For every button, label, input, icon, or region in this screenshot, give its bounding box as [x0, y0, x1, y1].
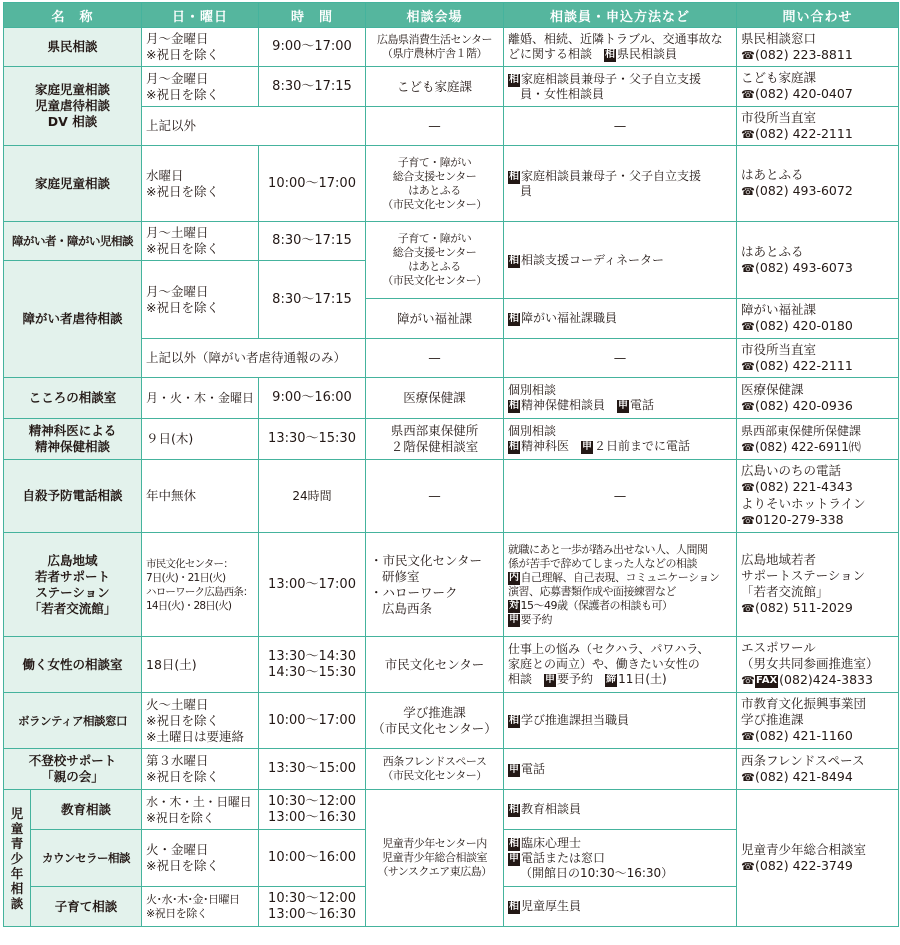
row-staff: — [504, 460, 737, 533]
header-venue: 相談会場 [366, 3, 504, 28]
row-days: 水・木・土・日曜日 ※祝日を除く [142, 790, 259, 830]
badge-so: 相 [605, 49, 616, 60]
phone-icon: ☎ [741, 320, 755, 333]
badge-shin: 申 [582, 441, 593, 452]
row-contact: こども家庭課 ☎(082) 420-0407 [737, 67, 899, 107]
row-contact: 県民相談窓口 ☎(082) 223-8811 [737, 28, 899, 67]
header-days: 日・曜日 [142, 3, 259, 28]
row-days: 上記以外（障がい者虐待通報のみ） [142, 339, 366, 378]
phone-icon: ☎ [741, 674, 755, 687]
row-time: 10:30～12:00 13:00～16:30 [259, 887, 366, 927]
table-row [4, 419, 899, 460]
row-staff: — [504, 107, 737, 146]
row-contact: 西条フレンドスペース ☎(082) 421-8494 [737, 749, 899, 790]
row-staff: 就職にあと一歩が踏み出せない人、人間関 係が苦手で辞めてしまった人などの相談 内 自己理解、自己表現、コミュニケーション 演習、応募書類作成や面接練習など 対 15～49歳（保護者の相談も可） 申 要予約 [504, 533, 737, 637]
row-staff: 相 相談支援コーディネーター [504, 222, 737, 299]
row-staff: 相 障がい福祉課職員 [504, 299, 737, 339]
row-venue: 子育て・障がい 総合支援センター はあとふる （市民文化センター） [366, 222, 504, 299]
row-venue: — [366, 460, 504, 533]
badge-shin: 申 [509, 613, 519, 625]
row-venue: 障がい福祉課 [366, 299, 504, 339]
row-time: 13:30～15:30 [259, 419, 366, 460]
row-days: 月～金曜日 ※祝日を除く [142, 28, 259, 67]
row-time: 8:30～17:15 [259, 67, 366, 107]
row-contact: 広島地域若者 サポートステーション 「若者交流館」 ☎(082) 511-2029 [737, 533, 899, 637]
row-name: 広島地域 若者サポート ステーション 「若者交流館」 [4, 533, 142, 637]
row-venue: — [366, 339, 504, 378]
row-name: 不登校サポート 「親の会」 [4, 749, 142, 790]
row-venue: 子育て・障がい 総合支援センター はあとふる （市民文化センター） [366, 146, 504, 222]
row-days: 18日(土) [142, 637, 259, 693]
row-contact: はあとふる ☎(082) 493-6072 [737, 146, 899, 222]
row-name: 家庭児童相談 児童虐待相談 DV 相談 [4, 67, 142, 146]
row-days: 月～土曜日 ※祝日を除く [142, 222, 259, 261]
row-contact: 広島いのちの電話 ☎(082) 221-4343 よりそいホットライン ☎0120-279-338 [737, 460, 899, 533]
row-staff: 相 家庭相談員兼母子・父子自立支援 員 [504, 146, 737, 222]
row-staff: 相 臨床心理士 申 電話または窓口 （開館日の10:30～16:30） [504, 830, 737, 887]
row-time: 8:30～17:15 [259, 222, 366, 261]
phone-icon: ☎ [741, 48, 755, 62]
header-name: 名 称 [4, 3, 142, 28]
badge-so: 相 [509, 441, 520, 452]
header-staff: 相談員・申込方法など [504, 3, 737, 28]
row-venue: こども家庭課 [366, 67, 504, 107]
row-name: 働く女性の相談室 [4, 637, 142, 693]
badge-shime: 締 [606, 674, 617, 685]
row-staff: 相 教育相談員 [504, 790, 737, 830]
phone-icon: ☎ [741, 602, 755, 615]
row-venue: — [366, 107, 504, 146]
phone-icon: ☎ [741, 481, 755, 494]
row-name: 自殺予防電話相談 [4, 460, 142, 533]
badge-so: 相 [509, 400, 520, 411]
row-days: 月～金曜日 ※祝日を除く [142, 261, 259, 339]
row-time: 8:30～17:15 [259, 261, 366, 339]
row-venue: 医療保健課 [366, 378, 504, 419]
phone-icon: ☎ [741, 514, 755, 527]
phone-icon: ☎ [741, 261, 755, 275]
row-days: 第３水曜日 ※祝日を除く [142, 749, 259, 790]
row-name: 障がい者・障がい児相談 [4, 222, 142, 261]
row-contact: 県西部東保健所保健課 ☎(082) 422-6911㈹ [737, 419, 899, 460]
table-row [4, 378, 899, 419]
row-time: 9:00～16:00 [259, 378, 366, 419]
row-name: 教育相談 [31, 790, 142, 830]
row-venue: 西条フレンドスペース （市民文化センター） [366, 749, 504, 790]
row-contact: はあとふる ☎(082) 493-6073 [737, 222, 899, 299]
badge-shin: 申 [509, 763, 520, 775]
row-name: 家庭児童相談 [4, 146, 142, 222]
table-row [4, 790, 899, 830]
row-contact: 児童青少年総合相談室 ☎(082) 422-3749 [737, 790, 899, 927]
row-days: 上記以外 [142, 107, 366, 146]
badge-so: 相 [509, 804, 520, 815]
row-time: 10:00～16:00 [259, 830, 366, 887]
row-days: 火～土曜日 ※祝日を除く ※土曜日は要連絡 [142, 693, 259, 749]
row-days: ９日(木) [142, 419, 259, 460]
badge-so: 相 [509, 254, 520, 266]
row-name: 精神科医による 精神保健相談 [4, 419, 142, 460]
phone-icon: ☎ [741, 127, 755, 141]
row-time: 10:00～17:00 [259, 146, 366, 222]
row-time: 24時間 [259, 460, 366, 533]
group-label-youth: 児 童 青 少 年 相 談 [4, 790, 31, 927]
row-staff: 相 学び推進課担当職員 [504, 693, 737, 749]
phone-icon: ☎ [741, 359, 755, 373]
table-row [4, 28, 899, 67]
row-staff: — [504, 339, 737, 378]
table-row [4, 146, 899, 222]
row-name: 子育て相談 [31, 887, 142, 927]
row-time: 13:00～17:00 [259, 533, 366, 637]
row-name: 県民相談 [4, 28, 142, 67]
badge-shin: 申 [509, 852, 520, 864]
row-days: 水曜日 ※祝日を除く [142, 146, 259, 222]
row-days: 市民文化センター： 7日(火)・21日(火) ハローワーク広島西条： 14日(火)・28日(火) [142, 533, 259, 637]
consultation-table [3, 2, 899, 927]
row-contact: 障がい福祉課 ☎(082) 420-0180 [737, 299, 899, 339]
phone-icon: ☎ [741, 859, 755, 873]
row-staff: 申 電話 [504, 749, 737, 790]
row-venue: 市民文化センター [366, 637, 504, 693]
row-name: 障がい者虐待相談 [4, 261, 142, 378]
row-days: 火･水･木･金･日曜日 ※祝日を除く [142, 887, 259, 927]
badge-so: 相 [509, 837, 520, 849]
phone-icon: ☎ [741, 88, 755, 101]
row-time: 10:00～17:00 [259, 693, 366, 749]
table-row [4, 222, 899, 261]
table-row [4, 693, 899, 749]
row-name: カウンセラー相談 [31, 830, 142, 887]
row-time: 9:00～17:00 [259, 28, 366, 67]
header-contact: 問い合わせ [737, 3, 899, 28]
row-contact: 医療保健課 ☎(082) 420-0936 [737, 378, 899, 419]
row-venue: 学び推進課 （市民文化センター） [366, 693, 504, 749]
row-name: こころの相談室 [4, 378, 142, 419]
row-contact: エスポワール （男女共同参画推進室） ☎FAX (082)424-3833 [737, 637, 899, 693]
row-staff: 相 家庭相談員兼母子・父子自立支援 員・女性相談員 [504, 67, 737, 107]
fax-icon: FAX [756, 675, 778, 686]
row-time: 13:30～14:30 14:30～15:30 [259, 637, 366, 693]
row-name: ボランティア相談窓口 [4, 693, 142, 749]
row-staff: 相 児童厚生員 [504, 887, 737, 927]
badge-nai: 内 [509, 571, 519, 583]
row-contact: 市教育文化振興事業団 学び推進課 ☎(082) 421-1160 [737, 693, 899, 749]
phone-icon: ☎ [741, 440, 755, 454]
consultation-table-page [3, 2, 898, 927]
row-days: 年中無休 [142, 460, 259, 533]
phone-icon: ☎ [741, 730, 755, 743]
row-days: 月・火・木・金曜日 [142, 378, 259, 419]
row-staff: 離婚、相続、近隣トラブル、交通事故な どに関する相談 相 県民相談員 [504, 28, 737, 67]
table-row [4, 460, 899, 533]
header-row [4, 3, 899, 28]
row-contact: 市役所当直室 ☎(082) 422-2111 [737, 107, 899, 146]
badge-so: 相 [509, 73, 520, 85]
badge-shin: 申 [618, 400, 629, 411]
table-row [4, 533, 899, 637]
row-time: 13:30～15:00 [259, 749, 366, 790]
row-time: 10:30～12:00 13:00～16:30 [259, 790, 366, 830]
table-row [4, 637, 899, 693]
badge-so: 相 [509, 901, 520, 912]
row-venue: 児童青少年センター内 児童青少年総合相談室 （サンスクエア東広島） [366, 790, 504, 927]
header-time: 時 間 [259, 3, 366, 28]
phone-icon: ☎ [741, 399, 755, 413]
row-days: 火・金曜日 ※祝日を除く [142, 830, 259, 887]
badge-so: 相 [509, 313, 520, 324]
row-contact: 市役所当直室 ☎(082) 422-2111 [737, 339, 899, 378]
badge-so: 相 [509, 715, 520, 726]
badge-tai: 対 [509, 599, 519, 611]
row-days: 月～金曜日 ※祝日を除く [142, 67, 259, 107]
row-staff: 個別相談 相 精神保健相談員 申 電話 [504, 378, 737, 419]
badge-so: 相 [509, 170, 520, 182]
table-row [4, 749, 899, 790]
phone-icon: ☎ [741, 185, 755, 198]
row-venue: 県西部東保健所 ２階保健相談室 [366, 419, 504, 460]
phone-icon: ☎ [741, 770, 755, 784]
row-staff: 仕事上の悩み（セクハラ、パワハラ、 家庭との両立）や、働きたい女性の 相談 申 要予約 締 11日(土) [504, 637, 737, 693]
badge-shin: 申 [545, 674, 556, 685]
row-venue: ・市民文化センター 研修室 ・ハローワーク 広島西条 [366, 533, 504, 637]
row-staff: 個別相談 相 精神科医 申 ２日前までに電話 [504, 419, 737, 460]
table-row [4, 67, 899, 107]
row-venue: 広島県消費生活センター （県庁農林庁舎１階） [366, 28, 504, 67]
